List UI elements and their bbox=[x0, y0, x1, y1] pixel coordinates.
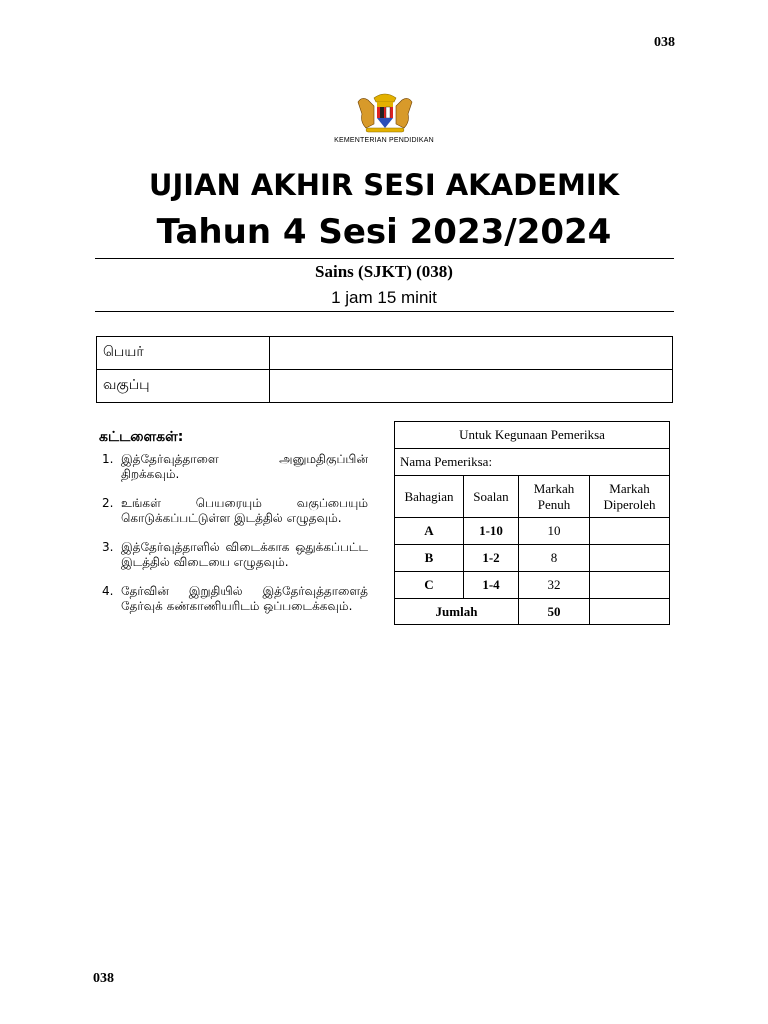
table-row bbox=[395, 545, 670, 572]
obtained-marks-cell[interactable] bbox=[590, 545, 670, 572]
total-full-marks: 50 bbox=[519, 599, 590, 625]
table-row bbox=[395, 518, 670, 545]
examiner-name-row bbox=[395, 449, 670, 476]
class-field[interactable] bbox=[270, 370, 673, 403]
instruction-number: 1. bbox=[102, 452, 114, 466]
instruction-item bbox=[102, 496, 368, 526]
instructions-heading: கட்டளைகள்: bbox=[99, 429, 184, 445]
questions-cell: 1-10 bbox=[464, 518, 519, 545]
exam-year-session: Tahun 4 Sesi 2023/2024 bbox=[156, 212, 612, 252]
full-marks-cell: 8 bbox=[519, 545, 590, 572]
header-section: Bahagian bbox=[395, 476, 464, 518]
instruction-number: 3. bbox=[102, 540, 114, 554]
obtained-marks-cell[interactable] bbox=[590, 572, 670, 599]
subject-title: Sains (SJKT) (038) bbox=[315, 262, 453, 281]
examiner-table-title: Untuk Kegunaan Pemeriksa bbox=[395, 422, 670, 449]
examiner-table-header-row bbox=[395, 476, 670, 518]
instruction-item bbox=[102, 452, 368, 482]
divider-bottom bbox=[95, 311, 674, 312]
total-label: Jumlah bbox=[395, 599, 519, 625]
questions-cell: 1-2 bbox=[464, 545, 519, 572]
section-cell: A bbox=[395, 518, 464, 545]
class-row bbox=[97, 370, 673, 403]
name-field[interactable] bbox=[270, 337, 673, 370]
total-obtained-marks[interactable] bbox=[590, 599, 670, 625]
exam-title: UJIAN AKHIR SESI AKADEMIK bbox=[148, 168, 620, 202]
obtained-marks-cell[interactable] bbox=[590, 518, 670, 545]
page-code-top: 038 bbox=[654, 35, 675, 50]
instruction-text: உங்கள் பெயரையும் வகுப்பையும் கொடுக்கப்பட்டுள்ள இடத்தில் எழுதவும். bbox=[121, 496, 368, 525]
instructions-list bbox=[102, 452, 368, 628]
student-info-table bbox=[96, 336, 673, 403]
page-code-bottom: 038 bbox=[93, 971, 114, 986]
divider-top bbox=[95, 258, 674, 259]
header-full-marks: Markah Penuh bbox=[519, 476, 590, 518]
instruction-item bbox=[102, 540, 368, 570]
total-row bbox=[395, 599, 670, 625]
instruction-text: இத்தேர்வுத்தாளை அனுமதிகுப்பின் திறக்கவும். bbox=[121, 452, 368, 481]
section-cell: C bbox=[395, 572, 464, 599]
instruction-number: 4. bbox=[102, 584, 114, 598]
header-marks-obtained: Markah Diperoleh bbox=[590, 476, 670, 518]
questions-cell: 1-4 bbox=[464, 572, 519, 599]
examiner-name-label[interactable]: Nama Pemeriksa: bbox=[395, 449, 670, 476]
examiner-table bbox=[394, 421, 670, 625]
full-marks-cell: 32 bbox=[519, 572, 590, 599]
name-label: பெயர் bbox=[97, 337, 270, 370]
table-row bbox=[395, 572, 670, 599]
instruction-text: தேர்வின் இறுதியில் இத்தேர்வுத்தாளைத் தேர்வுக் கண்காணியரிடம் ஒப்படைக்கவும். bbox=[121, 584, 368, 613]
header-questions: Soalan bbox=[464, 476, 519, 518]
exam-duration: 1 jam 15 minit bbox=[331, 288, 437, 307]
name-row bbox=[97, 337, 673, 370]
class-label: வகுப்பு bbox=[97, 370, 270, 403]
full-marks-cell: 10 bbox=[519, 518, 590, 545]
instruction-item bbox=[102, 584, 368, 614]
instruction-text: இத்தேர்வுத்தாளில் விடைக்காக ஒதுக்கப்பட்ட இடத்தில் விடையை எழுதவும். bbox=[121, 540, 368, 569]
section-cell: B bbox=[395, 545, 464, 572]
instruction-number: 2. bbox=[102, 496, 114, 510]
examiner-table-title-row bbox=[395, 422, 670, 449]
ministry-caption: KEMENTERIAN PENDIDIKAN bbox=[334, 137, 434, 144]
